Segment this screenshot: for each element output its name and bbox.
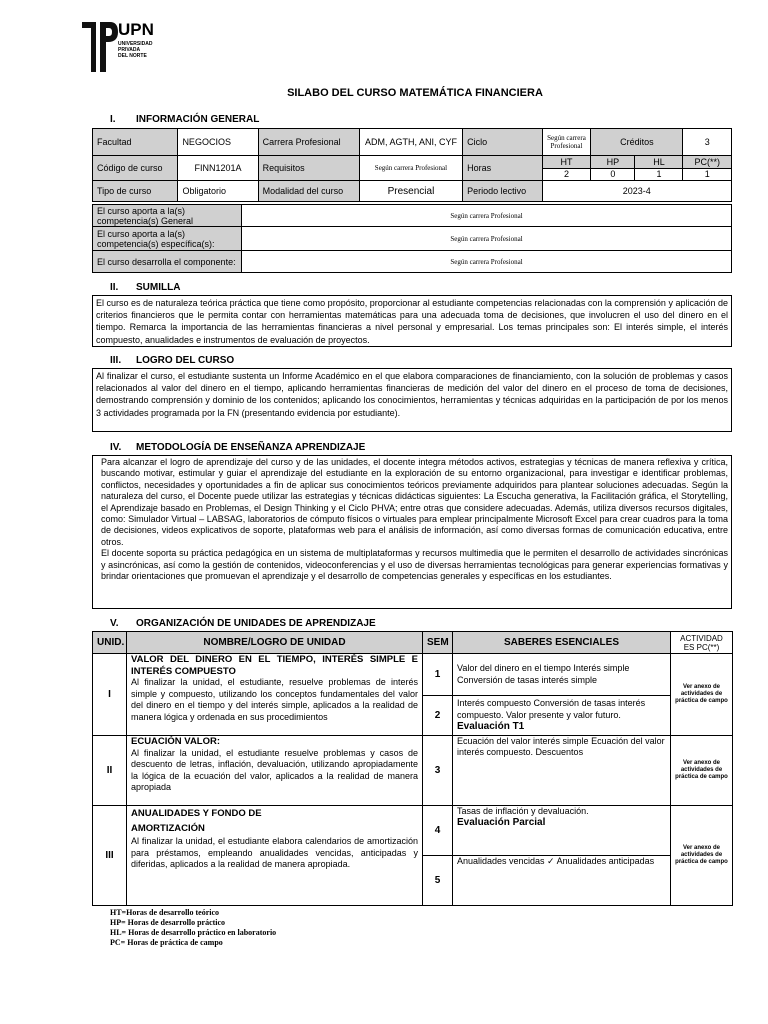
unit-name: ANUALIDADES Y FONDO DE AMORTIZACIÓN bbox=[131, 808, 262, 834]
unit-saberes: Valor del dinero en el tiempo Interés simple Conversión de tasas interés simple bbox=[453, 654, 671, 696]
header-nombre: NOMBRE/LOGRO DE UNIDAD bbox=[127, 632, 423, 654]
unit-saberes-cell bbox=[453, 696, 671, 736]
logo-text: UPN bbox=[118, 20, 154, 39]
general-info-table bbox=[92, 128, 732, 202]
unit-evaluacion: Evaluación Parcial bbox=[457, 817, 546, 829]
unit-actividad: Ver anexo de actividades de práctica de campo bbox=[671, 736, 733, 806]
value-codigo: FINN1201A bbox=[178, 156, 258, 181]
label-requisitos: Requisitos bbox=[258, 156, 359, 181]
unit-id: II bbox=[93, 736, 127, 806]
logo-sub-line: PRIVADA bbox=[118, 47, 141, 53]
unit-name: ECUACIÓN VALOR: bbox=[131, 736, 221, 747]
footnote-pc: PC= Horas de práctica de campo bbox=[110, 938, 223, 947]
value-periodo: 2023-4 bbox=[542, 181, 731, 202]
label-hl: HL bbox=[635, 156, 683, 169]
label-hp: HP bbox=[591, 156, 635, 169]
sumilla-text: El curso es de naturaleza teórica práctica que tiene como propósito, proporcionar al estudiante competencias relacionadas con la comprensión y aplicación de criterios financieros que le permita contar con herramientas matemáticas para una adecuada toma de decisiones, que involucren el uso del dinero en el tiempo. Remarca la importancia de las herramientas financieras a nivel personal y empresarial. Los temas principales son: El interés simple, el interés compuesto, anualidades e instrumentos de evaluación de proyectos. bbox=[92, 295, 732, 347]
section-title: INFORMACIÓN GENERAL bbox=[136, 114, 260, 125]
competencias-table bbox=[92, 204, 732, 273]
label-ciclo: Ciclo bbox=[463, 129, 543, 156]
label-codigo: Código de curso bbox=[93, 156, 178, 181]
section-number: III. bbox=[110, 355, 122, 366]
unit-sem: 2 bbox=[423, 696, 453, 736]
label-tipo: Tipo de curso bbox=[93, 181, 178, 202]
label-facultad: Facultad bbox=[93, 129, 178, 156]
value-hl: 1 bbox=[635, 168, 683, 181]
value-ht: 2 bbox=[542, 168, 591, 181]
value-requisitos: Según carrera Profesional bbox=[359, 156, 462, 181]
unit-sem: 4 bbox=[423, 806, 453, 856]
value-tipo: Obligatorio bbox=[178, 181, 258, 202]
footnotes bbox=[110, 908, 276, 948]
section-4-heading bbox=[110, 442, 365, 453]
value-pc: 1 bbox=[683, 168, 732, 181]
footnote-hl: HL= Horas de desarrollo práctico en laboratorio bbox=[110, 928, 277, 937]
unit-evaluacion: Evaluación T1 bbox=[457, 721, 525, 733]
unit-saberes: Interés compuesto Conversión de tasas interés compuesto. Valor presente y valor futuro. bbox=[457, 698, 646, 720]
section-1-heading bbox=[110, 114, 259, 125]
unit-logro: Al finalizar la unidad, el estudiante elabora calendarios de amortización para préstamos, empleando anualidades vencidas, anticipadas y diferidas, aplicados a la realidad de manera apropiada. bbox=[131, 836, 418, 870]
value-facultad: NEGOCIOS bbox=[178, 129, 258, 156]
label-horas: Horas bbox=[463, 156, 543, 181]
section-title: LOGRO DEL CURSO bbox=[136, 355, 235, 366]
unit-id: I bbox=[93, 654, 127, 736]
section-number: I. bbox=[110, 114, 116, 125]
unit-actividad: Ver anexo de actividades de práctica de campo bbox=[671, 654, 733, 736]
label-creditos: Créditos bbox=[591, 129, 683, 156]
footnote-hp: HP= Horas de desarrollo práctico bbox=[110, 918, 226, 927]
header-sem: SEM bbox=[423, 632, 453, 654]
header-unid: UNID. bbox=[93, 632, 127, 654]
value-carrera: ADM, AGTH, ANI, CYF bbox=[359, 129, 462, 156]
section-5-heading bbox=[110, 618, 376, 629]
logo-sub-line: UNIVERSIDAD bbox=[118, 41, 153, 47]
logro-text: Al finalizar el curso, el estudiante sustenta un Informe Académico en el que elabora comparaciones de financiamiento, con la solución de problemas y casos relacionados al valor del dinero en el tiempo, aplicando herramientas financieras de medición del valor del dinero en el proceso de toma de decisiones, demostrando comprensión y dominio de los contenidos; aplicando los conocimientos, herramientas y técnicas adquiridas en la participación de por los menos 3 actividades programada por la FN (presentando evidencia por estudiante). bbox=[92, 368, 732, 432]
section-title: SUMILLA bbox=[136, 282, 181, 293]
unit-name: VALOR DEL DINERO EN EL TIEMPO, INTERÉS SIMPLE E INTERÉS COMPUESTO bbox=[131, 654, 418, 677]
section-number: V. bbox=[110, 618, 119, 629]
footnote-ht: HT=Horas de desarrollo teórico bbox=[110, 908, 220, 917]
unit-actividad: Ver anexo de actividades de práctica de campo bbox=[671, 806, 733, 906]
upn-logo-mark bbox=[80, 18, 120, 74]
unit-id: III bbox=[93, 806, 127, 906]
value-creditos: 3 bbox=[683, 129, 732, 156]
metodologia-box bbox=[92, 455, 732, 609]
unit-logro: Al finalizar la unidad, el estudiante, resuelve problemas de interés simple y compuesto, utilizando los conceptos fundamentales del valor del dinero en el tiempo y del interés simple, aplicados a la realidad de manera lógica y ordenada en sus procedimientos bbox=[131, 677, 418, 722]
unit-saberes: Tasas de inflación y devaluación. bbox=[457, 806, 589, 816]
unit-sem: 3 bbox=[423, 736, 453, 806]
unit-name-logro bbox=[127, 654, 423, 736]
section-3-heading bbox=[110, 355, 234, 366]
value-comp-general: Según carrera Profesional bbox=[242, 205, 732, 227]
metodologia-paragraph-1: Para alcanzar el logro de aprendizaje del curso y de las unidades, el docente integra métodos activos, estrategias y técnicas de manera reflexiva y crítica, buscando motivar, estimular y guiar el aprendizaje del estudiante en la exploración de su entorno organizacional, para investigar e identificar problemas, conflictos, necesidades y oportunidades a fin de aplicar sus conocimientos teóricos previamente adquiridos para plantear soluciones adecuadas. Según la naturaleza del curso, el Docente puede utilizar las estrategias y técnicas didácticas siguientes: La Escucha generativa, la Facilitación gráfica, el Storytelling, el Aprendizaje basado en Problemas, el Design Thinking y el Ciclo PHVA; entre otras que considere adecuadas. Además, utiliza diversos recursos digitales, como: Simulador Virtual – LABSAG, laboratorios de cómputo físicos o virtuales para emplear principalmente Microsoft Excel para crear cuadros para la toma de decisiones, videos explicativos de soporte, plataformas web para el análisis de información, así como diversas formas de comunicación educativa, entre otros. bbox=[101, 457, 728, 547]
section-number: IV. bbox=[110, 442, 122, 453]
unit-saberes-cell bbox=[453, 806, 671, 856]
unit-name-logro bbox=[127, 806, 423, 906]
label-periodo: Periodo lectivo bbox=[463, 181, 543, 202]
section-number: II. bbox=[110, 282, 119, 293]
upn-logo bbox=[80, 18, 162, 74]
value-hp: 0 bbox=[591, 168, 635, 181]
label-ht: HT bbox=[542, 156, 591, 169]
unit-saberes: Anualidades vencidas ✓ Anualidades anticipadas bbox=[453, 856, 671, 906]
metodologia-paragraph-2: El docente soporta su práctica pedagógica en un sistema de multiplataformas y recursos multimedia que le permiten el desarrollo de actividades sincrónicas y asincrónicas, así como la gestión de contenidos, videoconferencias y el uso de diversas herramientas tecnológicas para generar experiencias formativas y brindar orientaciones que promuevan el aprendizaje y el desarrollo de competencias generales y específicas en los estudiantes. bbox=[101, 548, 728, 582]
label-carrera: Carrera Profesional bbox=[258, 129, 359, 156]
header-actividades: ACTIVIDAD ES PC(**) bbox=[671, 632, 733, 654]
units-table bbox=[92, 631, 733, 906]
unit-sem: 1 bbox=[423, 654, 453, 696]
section-2-heading bbox=[110, 282, 180, 293]
value-comp-especifica: Según carrera Profesional bbox=[242, 227, 732, 251]
label-comp-especifica: El curso aporta a la(s) competencia(s) específica(s): bbox=[93, 227, 242, 251]
unit-sem: 5 bbox=[423, 856, 453, 906]
unit-saberes: Ecuación del valor interés simple Ecuación del valor interés compuesto. Descuentos bbox=[453, 736, 671, 806]
label-componente: El curso desarrolla el componente: bbox=[93, 251, 242, 273]
value-modalidad: Presencial bbox=[359, 181, 462, 202]
section-title: ORGANIZACIÓN DE UNIDADES DE APRENDIZAJE bbox=[136, 618, 376, 629]
unit-logro: Al finalizar la unidad, el estudiante resuelve problemas y casos de descuento de letras, inflación, devaluación, utilizando apropiadamente la lógica de la ecuación del valor, aplicados a la realidad de manera apropiada bbox=[131, 747, 418, 793]
label-modalidad: Modalidad del curso bbox=[258, 181, 359, 202]
logo-sub bbox=[118, 41, 152, 59]
value-componente: Según carrera Profesional bbox=[242, 251, 732, 273]
page-title: SILABO DEL CURSO MATEMÁTICA FINANCIERA bbox=[287, 87, 543, 99]
label-pc: PC(**) bbox=[683, 156, 732, 169]
label-comp-general: El curso aporta a la(s) competencia(s) General bbox=[93, 205, 242, 227]
logo-sub-line: DEL NORTE bbox=[118, 53, 147, 59]
section-title: METODOLOGÍA DE ENSEÑANZA APRENDIZAJE bbox=[136, 442, 366, 453]
header-saberes: SABERES ESENCIALES bbox=[453, 632, 671, 654]
unit-name-logro bbox=[127, 736, 423, 806]
value-ciclo: Según carrera Profesional bbox=[542, 129, 591, 156]
